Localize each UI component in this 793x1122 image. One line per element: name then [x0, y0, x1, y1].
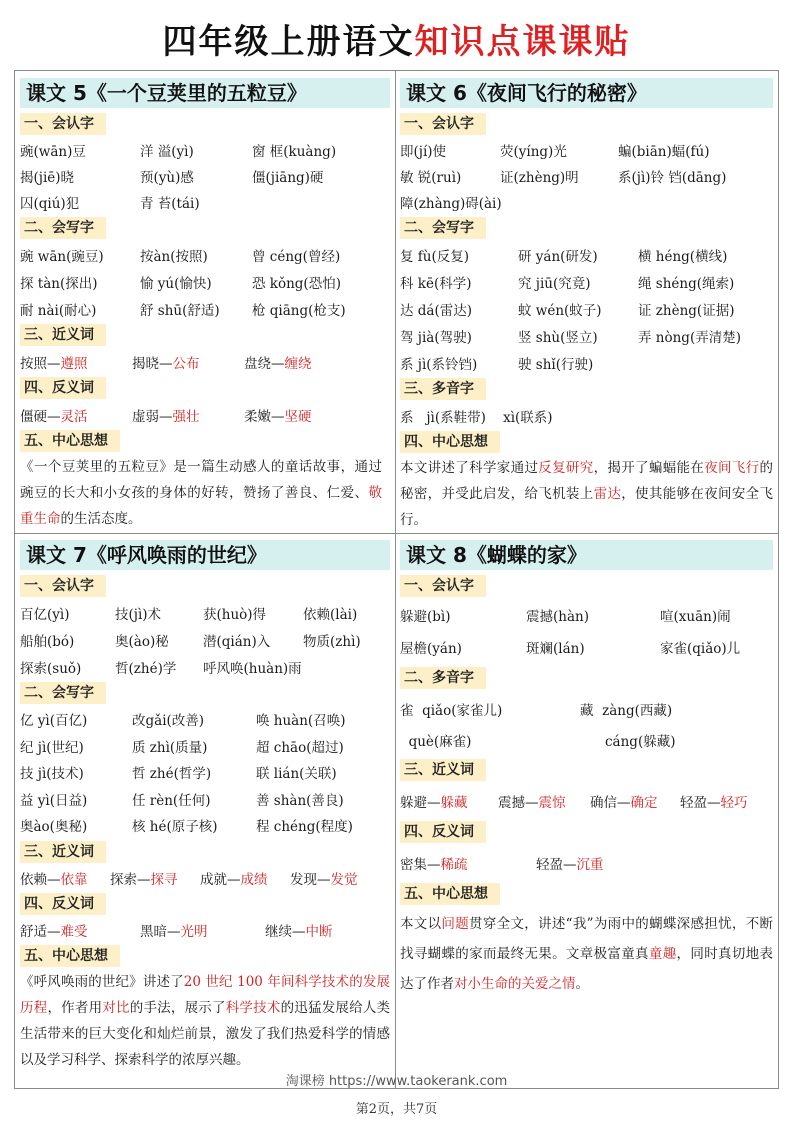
list-item: 雀 qiǎo(家雀儿) 藏 zàng(西藏) [400, 702, 673, 719]
lesson7-central-idea: 《呼风唤雨的世纪》讲述了20 世纪 100 年间科学技术的发展历程，作者用对比的手法，展示了科学技术的迅猛发展给人类生活带来的巨大变化和灿烂前景，激发了我们热爱科学的情感以及学习科学、探索科学的浓厚兴趣。 [20, 973, 391, 1068]
lesson7-heading-antonyms: 四、反义词 [20, 893, 106, 915]
lesson7-recognize-list [20, 599, 390, 680]
lesson8-heading-central: 五、中心思想 [400, 883, 500, 905]
lesson6-heading-recognize: 一、会认字 [400, 113, 486, 135]
lesson5-heading-write: 二、会写字 [20, 217, 106, 239]
list-item: 豌 wān(豌豆) 按àn(按照) 曾 céng(曾经) [20, 248, 341, 265]
lesson7-write-list [20, 706, 390, 839]
list-item: 豌(wān)豆 洋 溢(yì) 窗 框(kuàng) [20, 144, 337, 160]
lesson7-synonyms: 依赖—依靠 探索—探寻 成就—成绩 发现—发觉 [20, 871, 358, 888]
list-item: 复 fù(反复) 研 yán(研发) 横 héng(横线) [400, 248, 728, 265]
list-item: 科 kē(科学) 究 jiū(究竟) 绳 shéng(绳索) [400, 275, 735, 292]
lesson7-title: 课文 7《呼风唤雨的世纪》 [20, 540, 390, 570]
lesson5-title: 课文 5《一个豆荚里的五粒豆》 [20, 78, 390, 108]
lesson5-recognize-list [20, 137, 390, 215]
lesson8-polyphone-list [400, 693, 773, 755]
page-title-main: 四年级上册语文 [162, 22, 415, 62]
lesson7-heading-synonyms: 三、近义词 [20, 841, 106, 863]
lesson6-central-idea: 本文讲述了科学家通过反复研究，揭开了蝙蝠能在夜间飞行的秘密，并受此启发，给飞机装上雷达，使其能够在夜间安全飞行。 [400, 460, 774, 528]
lesson5-write-list [20, 241, 390, 322]
list-item: 屋檐(yán) 斑斓(lán) 家雀(qiǎo)儿 [400, 641, 741, 657]
lesson8-heading-antonyms: 四、反义词 [400, 821, 486, 843]
lesson8-title: 课文 8《蝴蝶的家》 [400, 540, 773, 570]
lesson5-synonyms: 按照—遵照 揭晓—公布 盘绕—缠绕 [20, 355, 312, 372]
lesson6-title: 课文 6《夜间飞行的秘密》 [400, 78, 773, 108]
lesson6-write-list [400, 241, 773, 376]
lesson8-panel [400, 540, 773, 999]
lesson8-heading-recognize: 一、会认字 [400, 575, 486, 597]
list-item: 纪 jì(世纪) 质 zhì(质量) 超 chāo(超过) [20, 739, 344, 756]
list-item: 亿 yì(百亿) 改gǎi(改善) 唤 huàn(召唤) [20, 713, 346, 730]
list-item: 百亿(yì) 技(jì)术 获(huò)得 依赖(lài) [20, 606, 358, 623]
lesson7-heading-recognize: 一、会认字 [20, 575, 106, 597]
lesson6-heading-write: 二、会写字 [400, 217, 486, 239]
lesson5-heading-recognize: 一、会认字 [20, 113, 106, 135]
lesson5-heading-central: 五、中心思想 [20, 430, 120, 452]
list-item: 囚(qiú)犯 青 苔(tái) [20, 196, 200, 212]
list-item: 船舶(bó) 奥(ào)秘 潜(qián)入 物质(zhì) [20, 633, 361, 650]
page-title [0, 14, 793, 70]
list-item: 障(zhàng)碍(ài) [400, 196, 502, 212]
list-item: 敏 锐(ruì) 证(zhèng)明 系(jì)铃 铛(dāng) [400, 170, 727, 186]
lesson8-heading-polyphone: 二、多音字 [400, 667, 486, 689]
list-item: 探 tàn(探出) 愉 yú(愉快) 恐 kǒng(恐怕) [20, 275, 341, 292]
lesson6-recognize-list [400, 137, 773, 215]
lesson8-heading-synonyms: 三、近义词 [400, 759, 486, 781]
lesson6-heading-central: 四、中心思想 [400, 431, 500, 453]
lesson5-heading-synonyms: 三、近义词 [20, 324, 106, 346]
list-item: 即(jí)使 荧(yíng)光 蝙(biān)蝠(fú) [400, 144, 710, 160]
lesson8-central-idea: 本文以问题贯穿全文，讲述“我”为雨中的蝴蝶深感担忧，不断找寻蝴蝶的家而最终无果。文章极富童真童趣，同时真切地表达了作者对小生命的关爱之情。 [400, 916, 774, 992]
list-item: 奥ào(奥秘) 核 hé(原子核) 程 chéng(程度) [20, 819, 353, 836]
footer-watermark-url: 淘课榜 https://www.taokerank.com [285, 1074, 508, 1089]
list-item: 躲避(bì) 震撼(hàn) 喧(xuān)闹 [400, 609, 731, 625]
page-title-accent: 知识点课课贴 [414, 22, 631, 62]
divider-vertical-top [395, 70, 396, 533]
divider-horizontal [14, 533, 779, 534]
lesson7-heading-write: 二、会写字 [20, 682, 106, 704]
list-item: 耐 nài(耐心) 舒 shū(舒适) 枪 qiāng(枪支) [20, 302, 346, 319]
lesson5-central-idea: 《一个豆荚里的五粒豆》是一篇生动感人的童话故事，通过豌豆的长大和小女孩的身体的好转，赞扬了善良、仁爱、敬重生命的生活态度。 [20, 459, 382, 527]
lesson5-antonyms: 僵硬—灵活 虚弱—强壮 柔嫩—坚硬 [20, 408, 312, 425]
list-item: 技 jì(技术) 哲 zhé(哲学) 联 lián(关联) [20, 766, 337, 783]
lesson5-panel [20, 78, 390, 532]
list-item: 益 yì(日益) 任 rèn(任何) 善 shàn(善良) [20, 792, 344, 809]
list-item: 揭(jiē)晓 预(yù)感 僵(jiāng)硬 [20, 170, 324, 186]
divider-vertical-bottom [395, 533, 396, 1089]
lesson8-antonyms: 密集—稀疏 轻盈—沉重 [400, 857, 604, 873]
lesson6-polyphone: 系 jì(系鞋带) xì(联系) [400, 409, 553, 426]
list-item: què(麻雀) cáng(躲藏) [400, 733, 676, 750]
list-item: 探索(suǒ) 哲(zhé)学 呼风唤(huàn)雨 [20, 660, 302, 677]
list-item: 系 jì(系铃铛) 驶 shǐ(行驶) [400, 356, 594, 373]
list-item: 达 dá(雷达) 蚊 wén(蚊子) 证 zhèng(证据) [400, 302, 735, 319]
lesson6-heading-polyphone: 三、多音字 [400, 378, 486, 400]
lesson7-panel [20, 540, 390, 1073]
list-item: 驾 jià(驾驶) 竖 shù(竖立) 弄 nòng(弄清楚) [400, 329, 741, 346]
lesson8-synonyms: 躲避—躲藏 震撼—震惊 确信—确定 轻盈—轻巧 [400, 795, 748, 811]
lesson6-panel [400, 78, 773, 533]
lesson7-heading-central: 五、中心思想 [20, 945, 120, 967]
lesson8-recognize-list [400, 599, 773, 663]
page-number: 第2页，共7页 [355, 1102, 438, 1117]
lesson5-heading-antonyms: 四、反义词 [20, 377, 106, 399]
lesson7-antonyms: 舒适—难受 黑暗—光明 继续—中断 [20, 923, 333, 940]
